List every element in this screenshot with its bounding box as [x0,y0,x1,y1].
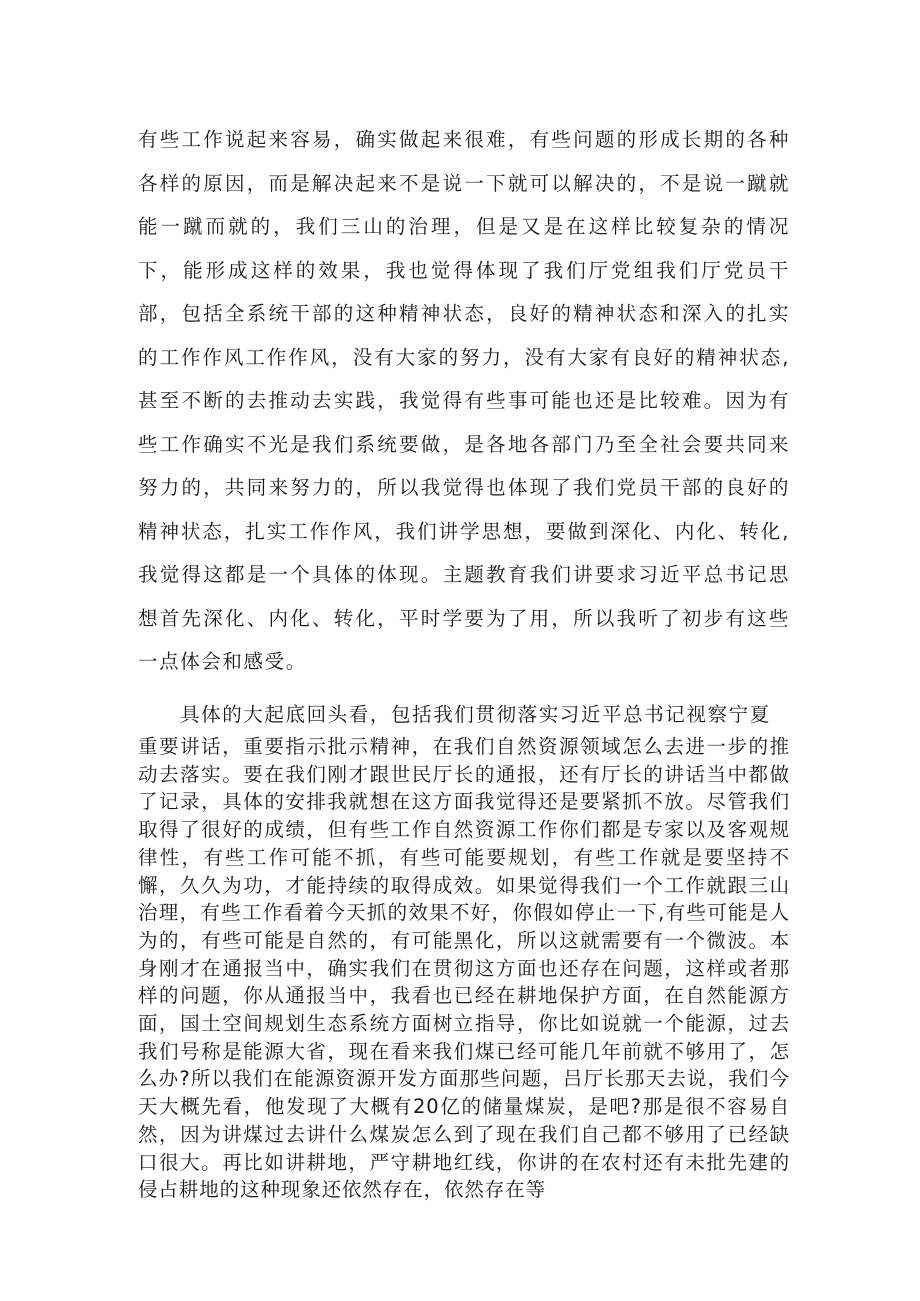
paragraph-3: 重要讲话，重要指示批示精神，在我们自然资源领域怎么去进一步的推动去落实。要在我们刚才跟世民厅长的通报，还有厅长的讲话当中都做了记录，具体的安排我就想在这方面我觉得还是要紧抓不放。尽管我们取得了很好的成绩，但有些工作自然资源工作你们都是专家以及客观规律性，有些工作可能不抓，有些可能要规划，有些工作就是要坚持不懈，久久为功，才能持续的取得成效。如果觉得我们一个工作就跟三山治理，有些工作看着今天抓的效果不好，你假如停止一下,有些可能是人为的，有些可能是自然的，有可能黑化，所以这就需要有一个微波。本身刚才在通报当中，确实我们在贯彻这方面也还存在问题，这样或者那样的问题，你从通报当中，我看也已经在耕地保护方面，在自然能源方面，国土空间规划生态系统方面树立指导，你比如说就一个能源，过去我们号称是能源大省，现在看来我们煤已经可能几年前就不够用了，怎么办?所以我们在能源资源开发方面那些问题，吕厅长那天去说，我们今天大概先看，他发现了大概有20亿的储量煤炭，是吧?那是很不容易自然，因为讲煤过去讲什么煤炭怎么到了现在我们自己都不够用了已经缺口很大。再比如讲耕地，严守耕地红线，你讲的在农村还有未批先建的侵占耕地的这种现象还依然存在，依然存在等 [138,735,790,1202]
paragraph-1: 有些工作说起来容易，确实做起来很难，有些问题的形成长期的各种各样的原因，而是解决起来不是说一下就可以解决的，不是说一蹴就能一蹴而就的，我们三山的治理，但是又是在这样比较复杂的情况下，能形成这样的效果，我也觉得体现了我们厅党组我们厅党员干部，包括全系统干部的这种精神状态，良好的精神状态和深入的扎实的工作作风工作作风，没有大家的努力，没有大家有良好的精神状态,甚至不断的去推动去实践，我觉得有些事可能也还是比较难。因为有些工作确实不光是我们系统要做，是各地各部门乃至全社会要共同来努力的，共同来努力的，所以我觉得也体现了我们党员干部的良好的精神状态，扎实工作作风，我们讲学思想，要做到深化、内化、转化,我觉得这都是一个具体的体现。主题教育我们讲要求习近平总书记思想首先深化、内化、转化，平时学要为了用，所以我听了初步有这些一点体会和感受。 [138,128,790,673]
paragraph-2: 具体的大起底回头看，包括我们贯彻落实习近平总书记视察宁夏 [180,703,771,726]
